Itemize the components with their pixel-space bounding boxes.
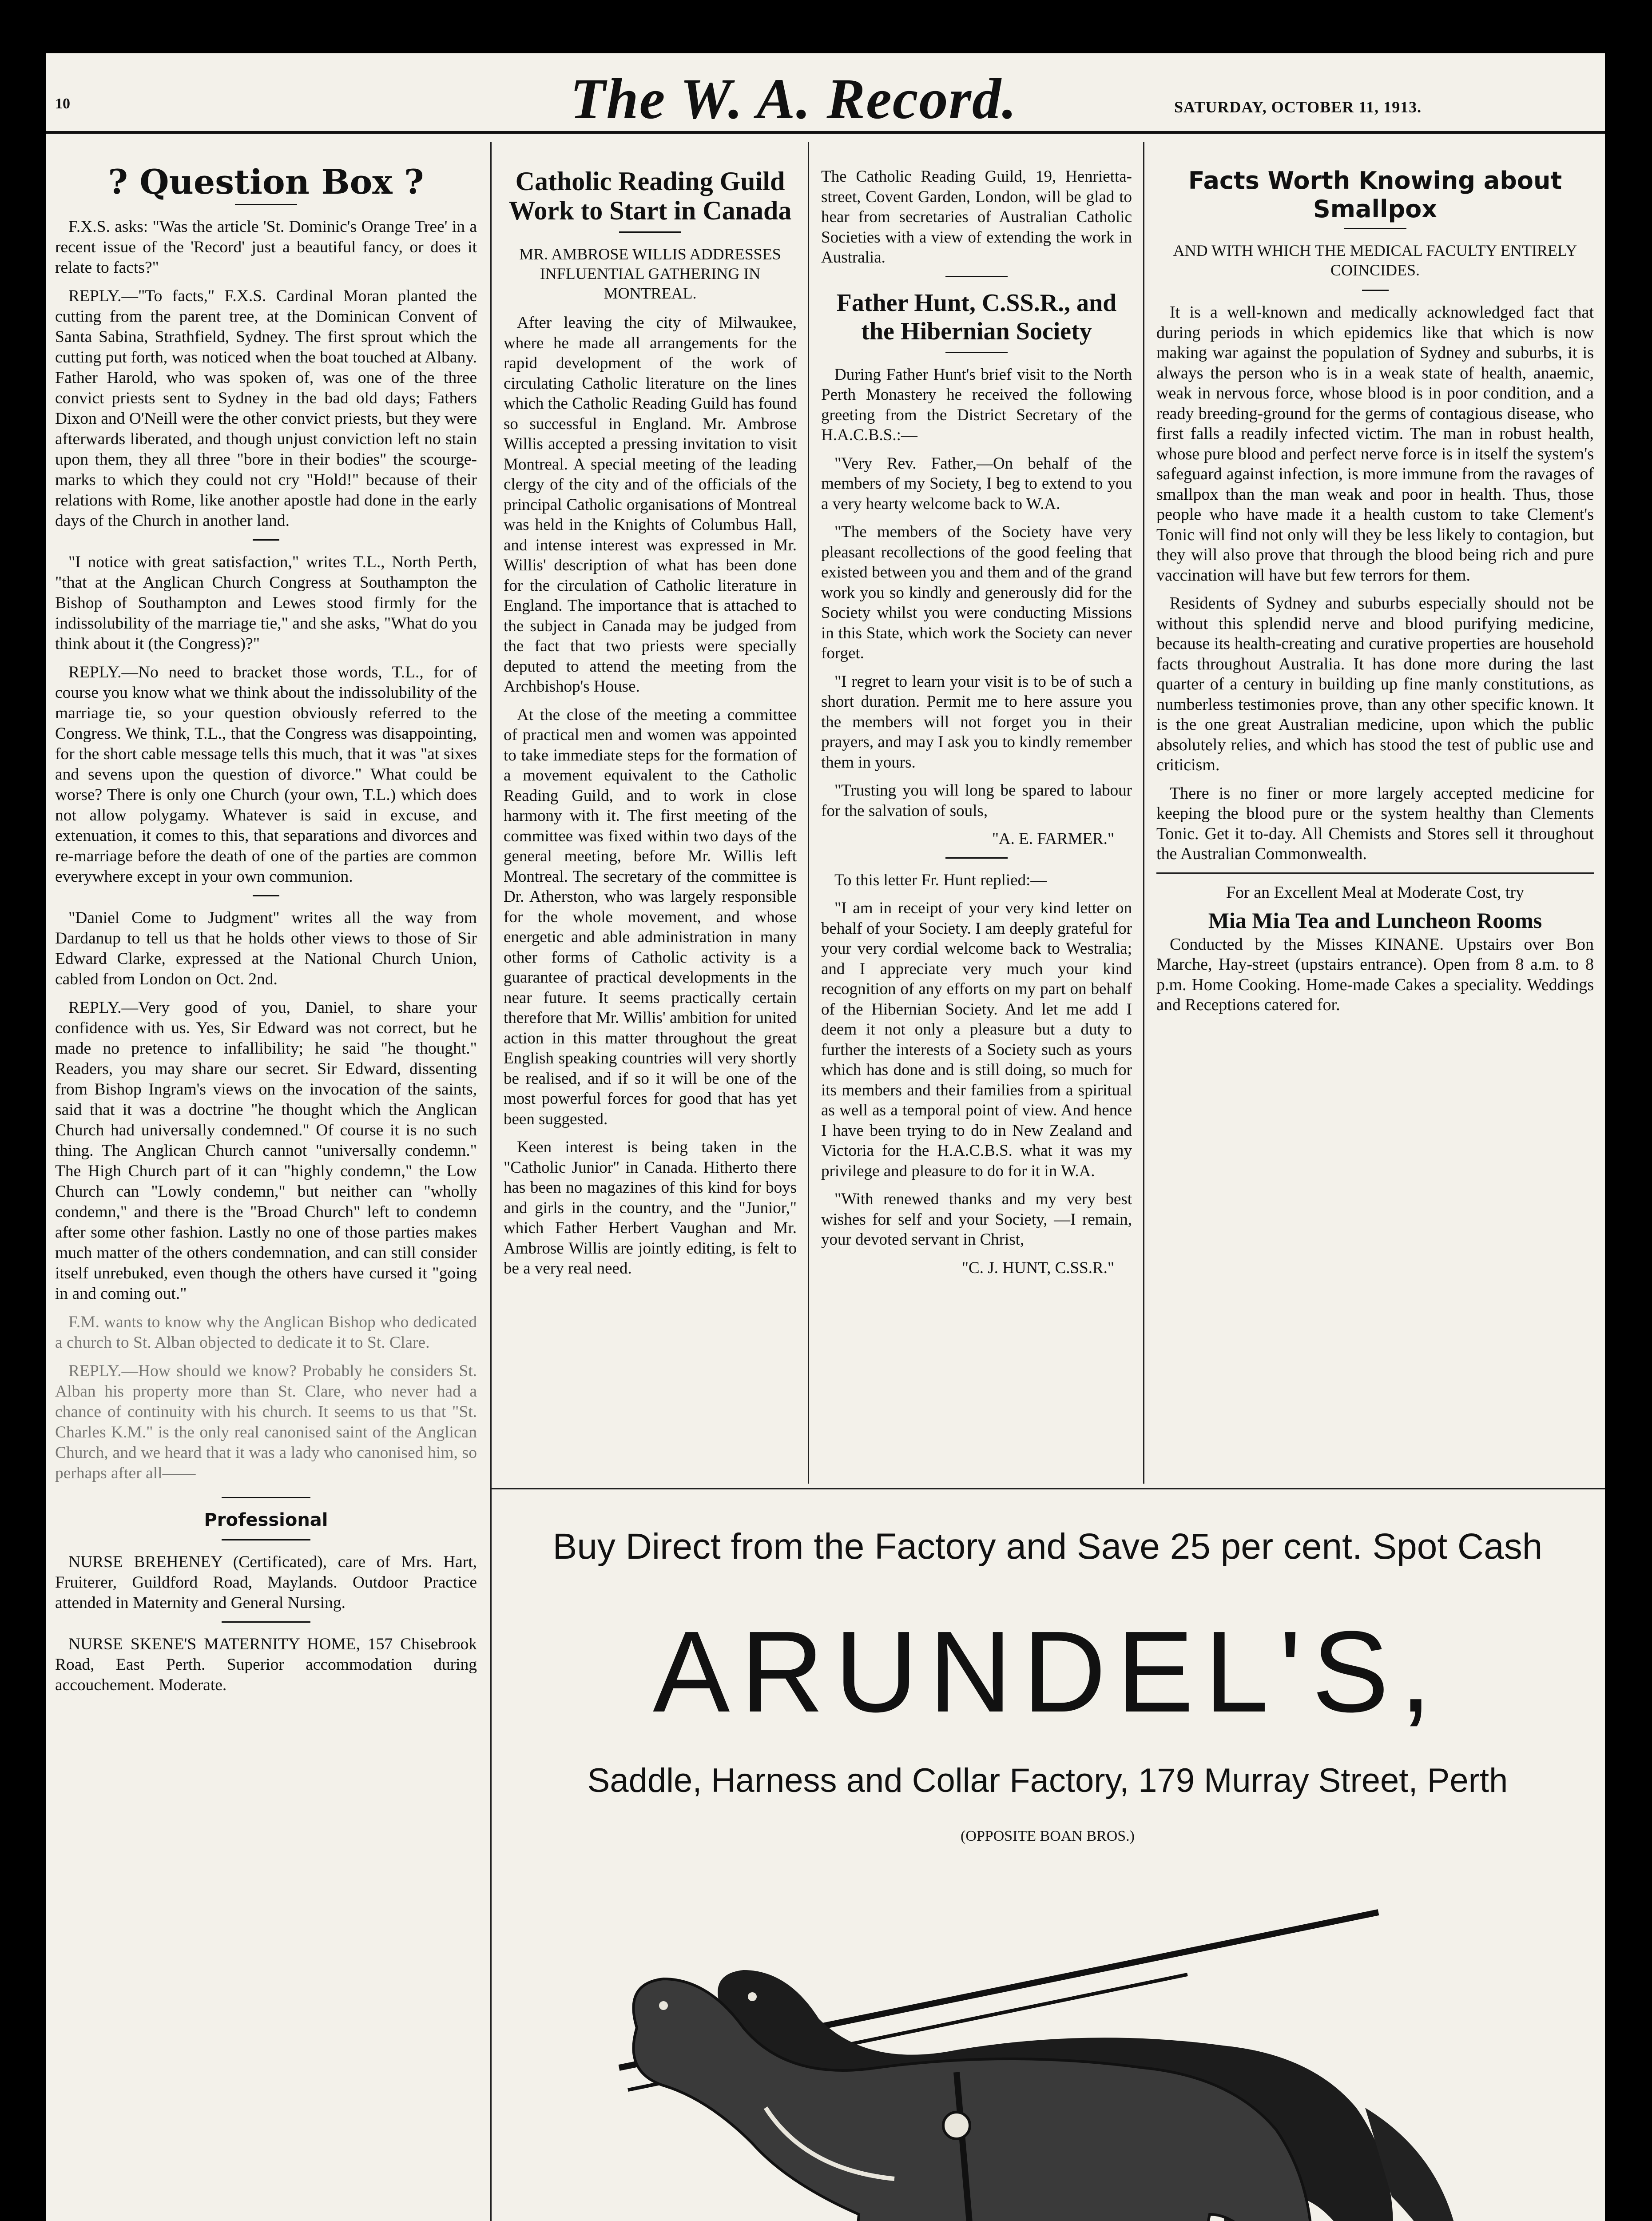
arundels-advertisement xyxy=(490,1495,1605,2221)
section-rule xyxy=(222,1621,310,1623)
sp-paragraph: It is a well-known and medically acknowledged fact that during periods in which epidemics like that which is now making war against the population of Sydney and suburbs, it is always the person who is in a weak state of health, anaemic, weak in nervous force, whose blood is in poor condition, and a ready breeding-ground for the germs of contagious disease, who first falls a readily infected victim. The man in robust health, whose pure blood and perfect nerve force is in itself the system's safeguard against infection, is more immune from the ravages of smallpox than the man weak and poor in health. Thus, those people who have made it a health custom to take Clement's Tonic will find not only will they be less likely to contagion, but they will also prove that through the blood being rich and pure vaccination will have but few terrors for them. xyxy=(1156,303,1594,585)
section-rule xyxy=(1156,872,1594,874)
section-rule xyxy=(945,352,1008,353)
signature-farmer: "A. E. FARMER." xyxy=(992,830,1114,848)
section-rule xyxy=(945,857,1008,859)
mia-mia-body: Conducted by the Misses KINANE. Upstairs over Bon Marche, Hay-street (upstairs entrance). Open from 8 a.m. to 8 p.m. Home Cooking. Home-made Cakes a speciality. Weddings and Receptions catered for. xyxy=(1156,935,1594,1014)
professional-heading: Professional xyxy=(204,1510,328,1530)
professional-notice: NURSE BREHENEY (Certificated), care of Mrs. Hart, Fruiterer, Guildford Road, Maylands. Outdoor Practice attended in Maternity and General Nursing. xyxy=(55,1553,477,1612)
father-hunt-column xyxy=(821,167,1132,1286)
professional-notice: NURSE SKENE'S MATERNITY HOME, 157 Chisebrook Road, East Perth. Superior accommodation during accouchement. Moderate. xyxy=(55,1635,477,1694)
section-rule xyxy=(945,276,1008,277)
question-box-title: ? Question Box ? xyxy=(108,162,424,202)
smallpox-column xyxy=(1156,167,1594,1023)
qb-paragraph: REPLY.—How should we know? Probably he considers St. Alban his property more than St. Clare, who never had a chance of continuity with his church. It seems to us that "St. Charles K.M." is the only real canonised saint of the Anglican Church, and we heard that it was a lady who canonised him, so perhaps after all—— xyxy=(55,1362,477,1482)
section-rule xyxy=(222,1497,310,1498)
ad-opposite: (OPPOSITE BOAN BROS.) xyxy=(961,1828,1135,1844)
rg-continuation: The Catholic Reading Guild, 19, Henrietta-street, Covent Garden, London, will be glad to hear from secretaries of Australian Catholic Societies with a view of extending the work in Australia. xyxy=(821,167,1132,267)
fh-reply: To this letter Fr. Hunt replied:— xyxy=(834,871,1047,889)
qb-paragraph: REPLY.—No need to bracket those words, T.L., for of course you know what we think about the indissolubility of the marriage tie, so your question obviously referred to the Congress. We think, T.L., that the Congress was disappointing, for the short cable message tells this much, that it was "at sixes and sevens upon the question of divorce." What could be worse? There is only one Church (your own, T.L.) which does not allow polygamy. Whatever is said in excuse, and extenuation, it comes to this, that separations and divorces and re-marriage before the death of one of the parties are common everywhere except in your own communion. xyxy=(55,663,477,886)
masthead-rule xyxy=(46,131,1605,134)
section-rule xyxy=(1362,290,1389,291)
signature-hunt: "C. J. HUNT, C.SS.R." xyxy=(961,1258,1114,1277)
ad-company-name: ARUNDEL'S, xyxy=(653,1608,1442,1736)
rg-paragraph: Keen interest is being taken in the "Catholic Junior" in Canada. Hitherto there has been no magazines of this kind for boys and girls in the country, and the "Junior," which Father Herbert Vaughan and Mr. Ambrose Willis are jointly editing, is felt to be a very real need. xyxy=(504,1138,797,1278)
newspaper-page xyxy=(46,53,1605,2221)
fh-paragraph: During Father Hunt's brief visit to the North Perth Monastery he received the following greeting from the District Secretary of the H.A.C.B.S.:— xyxy=(821,365,1132,444)
rg-paragraph: After leaving the city of Milwaukee, where he made all arrangements for the rapid development of the work of circulating Catholic literature on the lines which the Catholic Reading Guild has found so successful in England. Mr. Ambrose Willis accepted a pressing invitation to visit Montreal. A special meeting of the leading clergy of the city and of the officials of the principal Catholic organisations of Montreal was held in the Knights of Columbus Hall, and intense interest was expressed in Mr. Willis' description of what has been done for the circulation of Catholic literature in England. The importance that is attached to the subject in Canada may be judged from the fact that two priests were specially deputed to attend the meeting from the Archbishop's House. xyxy=(504,314,797,696)
fh-reply: "I am in receipt of your very kind letter on behalf of your Society. I am deeply grateful for your very cordial welcome back to Westralia; and I appreciate very much your kind recognition of any efforts on my part on behalf of the Hibernian Society. And let me add I deem it not only a pleasure but a duty to further the interests of a Society such as yours which has done and is still doing, so much for its members and their families from a spiritual as well as a temporal point of view. And hence I have been trying to do in New Zealand and Victoria for the H.A.C.B.S. what it was my privilege and pleasure to do for it in W.A. xyxy=(821,899,1132,1180)
dateline: SATURDAY, OCTOBER 11, 1913. xyxy=(1174,98,1422,116)
fh-reply: "With renewed thanks and my very best wishes for self and your Society, —I remain, your devoted servant in Christ, xyxy=(821,1190,1132,1249)
qb-paragraph: "I notice with great satisfaction," writes T.L., North Perth, "that at the Anglican Church Congress at Southampton the Bishop of Southampton and Lewes stood firmly for the indissolubility of the marriage tie," and she asks, "What do you think about it (the Congress)?" xyxy=(55,553,477,653)
reading-guild-column xyxy=(504,167,797,1287)
masthead: The W. A. Record. xyxy=(570,67,1017,131)
reading-guild-title: Catholic Reading Guild Work to Start in Canada xyxy=(508,167,792,225)
fh-paragraph: "Trusting you will long be spared to labour for the salvation of souls, xyxy=(821,781,1132,820)
qb-paragraph: F.X.S. asks: "Was the article 'St. Dominic's Orange Tree' in a recent issue of the 'Record' just a beautiful fancy, or does it relate to facts?" xyxy=(55,218,477,277)
section-rule xyxy=(1344,228,1406,229)
smallpox-subtitle: AND WITH WHICH THE MEDICAL FACULTY ENTIRELY COINCIDES. xyxy=(1173,242,1577,279)
section-rule xyxy=(253,895,279,896)
fh-paragraph: "The members of the Society have very pleasant recollections of the good feeling that existed between you and them and of the grand work you so kindly and generously did for the Society whilst you were conducting Missions in this State, which work the Society can never forget. xyxy=(821,523,1132,662)
qb-paragraph: REPLY.—"To facts," F.X.S. Cardinal Moran planted the cutting from the parent tree, at the Dominican Convent of Santa Sabina, Strathfield, Sydney. The first sprout which the cutting put forth, was noticed when the boat touched at Albany. Father Harold, who was spoken of, was one of the three convict priests sent to Sydney in the bad old days; Fathers Dixon and O'Neill were the other convict priests, but they were afterwards liberated, and though unjust conviction left no stain upon them, they all three "bore in their bodies" the scourge-marks to which they could not cry "Hold!" because of their relations with Rome, like another apostle had done in the early days of the Church in another land. xyxy=(55,287,477,530)
ad-rule xyxy=(490,1488,1605,1489)
horse-pair-illustration xyxy=(557,1859,1534,2221)
mia-mia-intro: For an Excellent Meal at Moderate Cost, try xyxy=(1226,883,1525,902)
section-rule xyxy=(619,231,681,233)
qb-paragraph: F.M. wants to know why the Anglican Bishop who dedicated a church to St. Alban objected to dedicate it to St. Clare. xyxy=(55,1313,477,1352)
smallpox-title: Facts Worth Knowing about Smallpox xyxy=(1188,167,1562,223)
section-rule xyxy=(222,1539,310,1540)
rg-paragraph: At the close of the meeting a committee of practical men and women was appointed to take immediate steps for the formation of a movement equivalent to the Catholic Reading Guild, and to work in close harmony with it. The first meeting of the committee was fixed within two days of the general meeting, before Mr. Willis left Montreal. The secretary of the committee is Dr. Atherston, who was largely responsible for the whole movement, and whose energetic and able administration in many other forms of Catholic activity is a guarantee of practical developments in the near future. It seems practically certain therefore that Mr. Willis' ambition for united action in this matter throughout the great English speaking countries will very shortly be realised, and if so it will be one of the most powerful forces for good that has yet been suggested. xyxy=(504,705,797,1128)
qb-paragraph: REPLY.—Very good of you, Daniel, to share your confidence with us. Yes, Sir Edward was not correct, but he made no pretence to infallibility; he said "he thought." Readers, you may share our secret. Sir Edward, dissenting from Bishop Ingram's views on the invocation of the saints, said that it was a doctrine "he thought which the Anglican Church had universally condemned." Of course it is no such thing. The Anglican Church cannot "universally condemn." The High Church part of it can "highly condemn," the Low Church can "Lowly condemn," but neither can "wholly condemn," and there is the "Broad Church" left to condemn after some other fashion. Lastly no one of those parties makes much matter of the others condemnation, and can still consider itself unrebuked, even though the others have cursed it "going in and coming out." xyxy=(55,999,477,1303)
fh-paragraph: "Very Rev. Father,—On behalf of the members of my Society, I beg to extend to you a very hearty welcome back to W.A. xyxy=(821,454,1132,513)
ad-subtitle: Saddle, Harness and Collar Factory, 179 Murray Street, Perth xyxy=(587,1762,1508,1799)
fh-paragraph: "I regret to learn your visit is to be of such a short duration. Permit me to here assure you the members will not forget you in their prayers, and may I ask you to kindly remember them in yours. xyxy=(821,672,1132,772)
father-hunt-title: Father Hunt, C.SS.R., and the Hibernian Society xyxy=(836,289,1117,345)
page-number: 10 xyxy=(55,96,70,112)
sp-paragraph: There is no finer or more largely accepted medicine for keeping the blood pure or the system healthy than Clements Tonic. Get it to-day. All Chemists and Stores sell it throughout the Australian Commonwealth. xyxy=(1156,784,1594,863)
mia-mia-name: Mia Mia Tea and Luncheon Rooms xyxy=(1208,908,1542,933)
reading-guild-subtitle: MR. AMBROSE WILLIS ADDRESSES INFLUENTIAL GATHERING IN MONTREAL. xyxy=(519,245,781,302)
ad-tagline: Buy Direct from the Factory and Save 25 per cent. Spot Cash xyxy=(552,1526,1543,1567)
sp-paragraph: Residents of Sydney and suburbs especially should not be without this splendid nerve and blood purifying medicine, because its health-creating and curative properties are household facts throughout Australia. It has done more during the last quarter of a century in building up fine manly constitutions, as numberless testimonies prove, than any other specific known. It is the one great Australian medicine, upon which the public absolutely relies, and which has stood the test of public use and criticism. xyxy=(1156,594,1594,774)
column-rule xyxy=(808,142,809,1484)
question-box-column xyxy=(55,162,477,1704)
section-rule xyxy=(235,204,297,205)
section-rule xyxy=(253,539,279,541)
column-rule xyxy=(1143,142,1144,1484)
qb-paragraph: "Daniel Come to Judgment" writes all the way from Dardanup to tell us that he holds other views to those of Sir Edward Clarke, expressed at the National Church Union, cabled from London on Oct. 2nd. xyxy=(55,909,477,988)
